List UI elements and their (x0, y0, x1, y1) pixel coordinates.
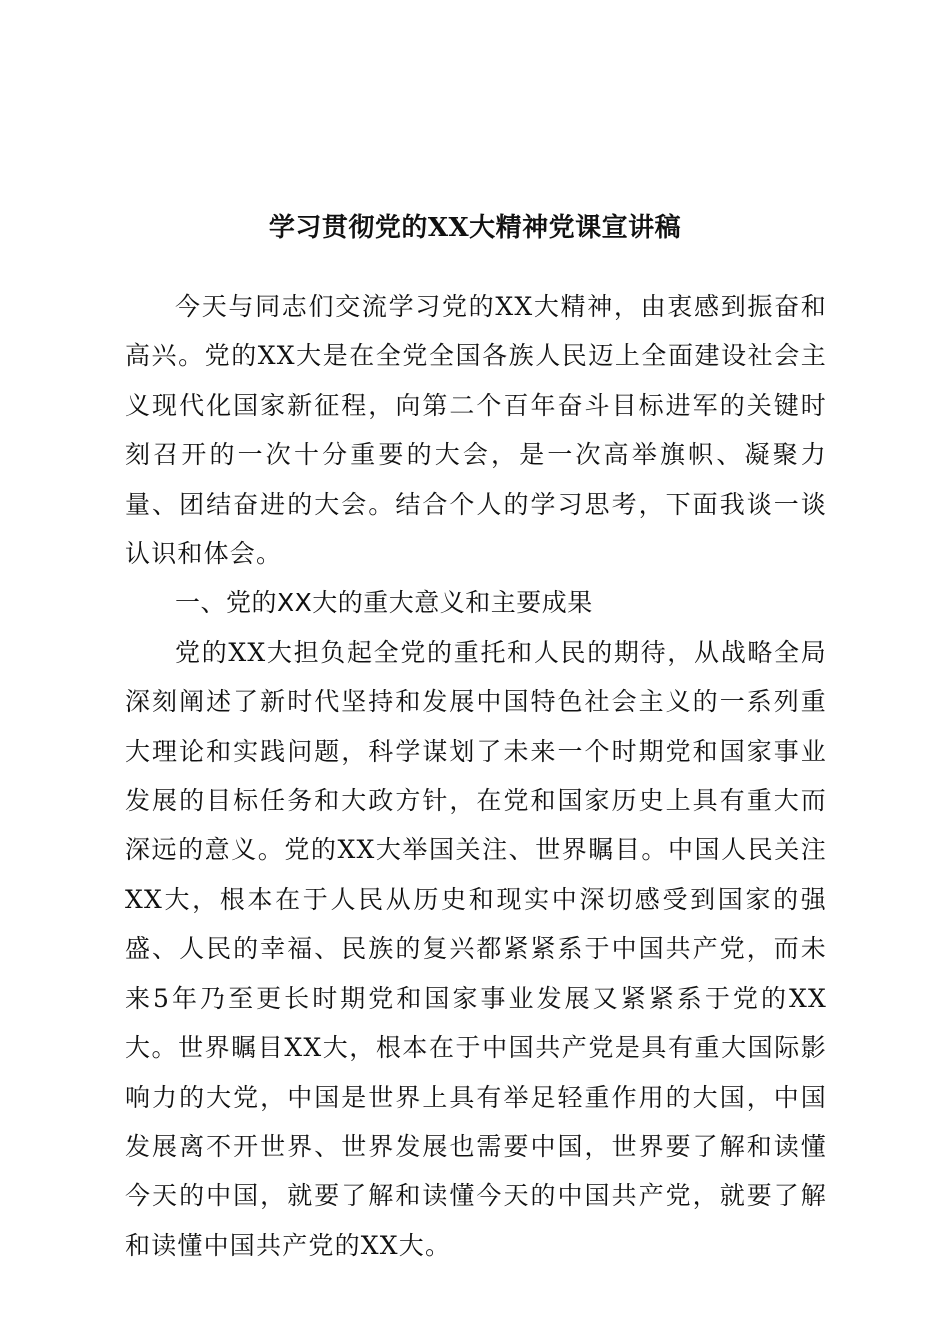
section-heading: 一、党的XX大的重大意义和主要成果 (175, 588, 593, 618)
document-title: 学习贯彻党的XX大精神党课宣讲稿 (268, 213, 682, 243)
document-body (125, 282, 827, 1270)
section-paragraph: 党的XX大担负起全党的重托和人民的期待，从战略全局深刻阐述了新时代坚持和发展中国特色社会主义的一系列重大理论和实践问题，科学谋划了未来一个时期党和国家事业发展的目标任务和大政方针，在党和国家历史上具有重大而深远的意义。党的XX大举国关注、世界瞩目。中国人民关注XX大，根本在于人民从历史和现实中深切感受到国家的强盛、人民的幸福、民族的复兴都紧紧系于中国共产党，而未来5年乃至更长时期党和国家事业发展又紧紧系于党的XX大。世界瞩目XX大，根本在于中国共产党是具有重大国际影响力的大党，中国是世界上具有举足轻重作用的大国，中国发展离不开世界、世界发展也需要中国，世界要了解和读懂今天的中国，就要了解和读懂今天的中国共产党，就要了解和读懂中国共产党的XX大。 (125, 637, 827, 1260)
intro-paragraph: 今天与同志们交流学习党的XX大精神，由衷感到振奋和高兴。党的XX大是在全党全国各族人民迈上全面建设社会主义现代化国家新征程，向第二个百年奋斗目标进军的关键时刻召开的一次十分重要的大会，是一次高举旗帜、凝聚力量、团结奋进的大会。结合个人的学习思考，下面我谈一谈认识和体会。 (125, 292, 827, 569)
